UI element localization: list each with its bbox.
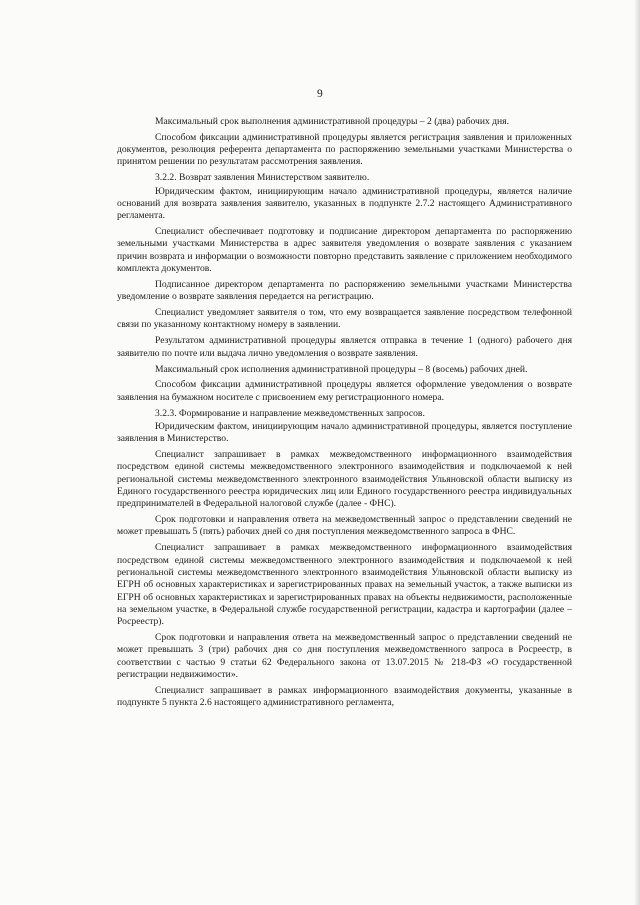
paragraph: Специалист уведомляет заявителя о том, что ему возвращается заявление посредством телефонной связи по указанному контактному номеру в заявлении. — [117, 307, 572, 331]
paragraph: Специалист обеспечивает подготовку и подписание директором департамента по распоряжению земельными участками Министерства в адрес заявителя уведомления о возврате заявления с указанием причин возврата и информации о возможности повторно представить заявление с приложением необходимого комплекта документов. — [117, 226, 572, 275]
paragraph: Юридическим фактом, инициирующим начало административной процедуры, является наличие оснований для возврата заявления заявителю, указанных в подпункте 2.7.2 настоящего Административного регламента. — [117, 185, 572, 222]
paragraph: Максимальный срок выполнения административной процедуры – 2 (два) рабочих дня. — [155, 116, 509, 127]
paragraph: Срок подготовки и направления ответа на межведомственный запрос о представлении сведений не может превышать 5 (пять) рабочих дней со дня поступления межведомственного запроса в ФНС. — [117, 514, 572, 538]
document-body — [117, 116, 572, 709]
scan-edge-shadow — [634, 0, 640, 905]
page-number: 9 — [317, 88, 323, 100]
section-heading: 3.2.2. Возврат заявления Министерством заявителю. — [155, 172, 370, 184]
paragraph: Максимальный срок исполнения административной процедуры – 8 (восемь) рабочих дней. — [155, 363, 528, 375]
paragraph: Подписанное директором департамента по распоряжению земельными участками Министерства уведомление о возврате заявления передается на регистрацию. — [117, 278, 572, 303]
paragraph: Способом фиксации административной процедуры является регистрация заявления и приложенных документов, резолюция референта департамента по распоряжению земельными участками Министерства о принятом решении по результатам рассмотрения заявления. — [117, 131, 572, 168]
paragraph: Результатом административной процедуры является отправка в течение 1 (одного) рабочего дня заявителю по почте или выдача лично уведомления о возврате заявления. — [117, 335, 572, 359]
paragraph: Юридическим фактом, инициирующим начало административной процедуры, является поступление заявления в Министерство. — [117, 420, 572, 445]
paragraph: Специалист запрашивает в рамках межведомственного информационного взаимодействия посредством единой системы межведомственного электронного взаимодействия и подключаемой к ней региональной системы межведомственного электронного взаимодействия Ульяновской области выписку из Единого государственного реестра юридических лиц или Единого государственного реестра индивидуальных предпринимателей в Федеральной налоговой службе (далее - ФНС). — [117, 449, 572, 510]
paragraph: Способом фиксации административной процедуры является оформление уведомления о возврате заявления на бумажном носителе с присвоением ему регистрационного номера. — [117, 379, 572, 403]
section-heading: 3.2.3. Формирование и направление межведомственных запросов. — [155, 407, 425, 419]
paragraph: Специалист запрашивает в рамках межведомственного информационного взаимодействия посредством единой системы межведомственного электронного взаимодействия и подключаемой к ней региональной системы межведомственного электронного взаимодействия Ульяновской области выписку из ЕГРН об основных характеристиках и зарегистрированных правах на земельный участок, а также выписки из ЕГРН об основных характеристиках и зарегистрированных правах на объекты недвижимости, расположенные на земельном участке, в Федеральной службе государственной регистрации, кадастра и картографии (далее – Росреестр). — [117, 542, 572, 628]
paragraph: Специалист запрашивает в рамках информационного взаимодействия документы, указанные в подпункте 5 пункта 2.6 настоящего административного регламента, — [117, 684, 572, 709]
paragraph: Срок подготовки и направления ответа на межведомственный запрос о представлении сведений не может превышать 3 (три) рабочих дня со дня поступления межведомственного запроса в Росреестр, в соответствии с частью 9 статьи 62 Федерального закона от 13.07.2015 № 218-ФЗ «О государственной регистрации недвижимости». — [117, 632, 572, 680]
